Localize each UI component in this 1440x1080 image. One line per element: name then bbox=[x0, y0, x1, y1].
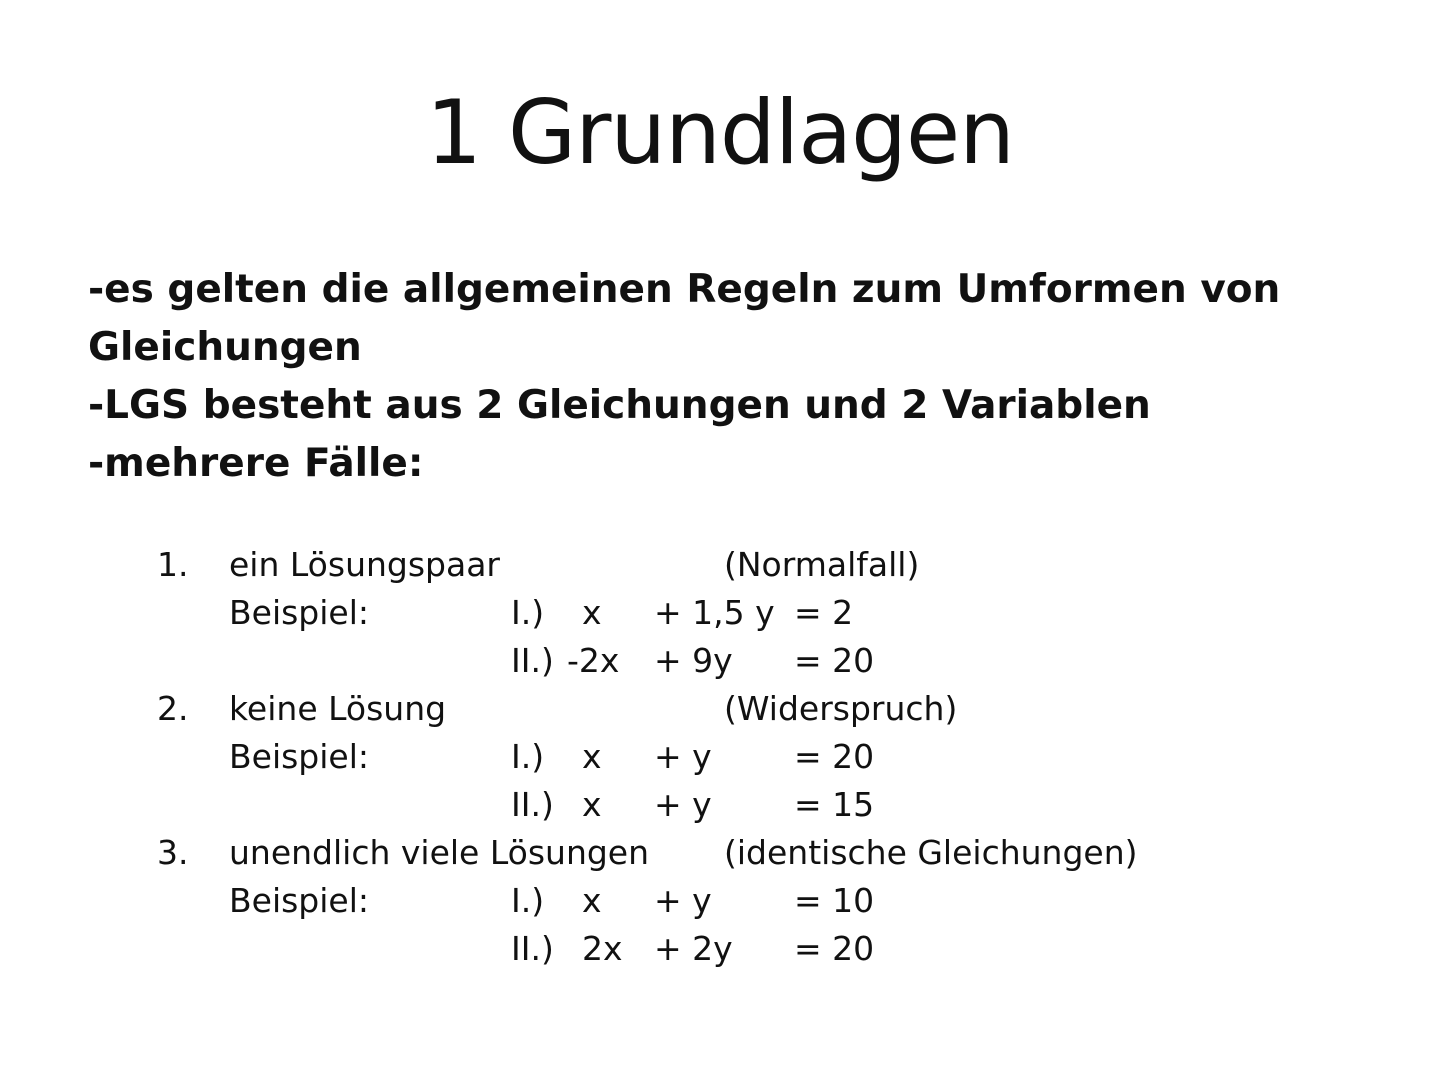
equation-term-a: 2x bbox=[582, 929, 623, 968]
equation-row bbox=[0, 637, 1440, 685]
equation-label: I.) bbox=[511, 881, 545, 920]
example-label: Beispiel: bbox=[229, 737, 370, 776]
equation-term-b: + y bbox=[654, 785, 712, 824]
equation-label: I.) bbox=[511, 737, 545, 776]
equation-term-a: x bbox=[582, 593, 602, 632]
equation-term-a: x bbox=[582, 881, 602, 920]
equation-term-a: -2x bbox=[567, 641, 620, 680]
equation-term-a: x bbox=[582, 785, 602, 824]
equation-term-a: x bbox=[582, 737, 602, 776]
equation-row bbox=[0, 781, 1440, 829]
example-label: Beispiel: bbox=[229, 593, 370, 632]
equation-result: = 20 bbox=[794, 737, 875, 776]
case-note: (Widerspruch) bbox=[724, 689, 958, 728]
equation-row bbox=[0, 733, 1440, 781]
equation-term-b: + 1,5 y bbox=[654, 593, 775, 632]
case-heading bbox=[0, 829, 1440, 877]
case-note: (identische Gleichungen) bbox=[724, 833, 1138, 872]
equation-result: = 2 bbox=[794, 593, 854, 632]
equation-row bbox=[0, 877, 1440, 925]
case-list bbox=[0, 541, 1440, 973]
equation-term-b: + y bbox=[654, 881, 712, 920]
case-number: 2. bbox=[157, 689, 189, 728]
equation-result: = 15 bbox=[794, 785, 875, 824]
equation-term-b: + 2y bbox=[654, 929, 733, 968]
equation-label: II.) bbox=[511, 929, 554, 968]
case-heading bbox=[0, 685, 1440, 733]
bullet-list bbox=[88, 261, 1348, 493]
bullet-line: -es gelten die allgemeinen Regeln zum Umformen von bbox=[88, 267, 1281, 312]
equation-result: = 20 bbox=[794, 641, 875, 680]
case-name: keine Lösung bbox=[229, 689, 447, 728]
page-title: 1 Grundlagen bbox=[426, 81, 1014, 184]
equation-label: II.) bbox=[511, 785, 554, 824]
case-name: unendlich viele Lösungen bbox=[229, 833, 650, 872]
equation-result: = 20 bbox=[794, 929, 875, 968]
equation-label: I.) bbox=[511, 593, 545, 632]
case-name: ein Lösungspaar bbox=[229, 545, 500, 584]
case-number: 1. bbox=[157, 545, 189, 584]
bullet-line: -LGS besteht aus 2 Gleichungen und 2 Variablen bbox=[88, 383, 1151, 428]
equation-row bbox=[0, 589, 1440, 637]
equation-label: II.) bbox=[511, 641, 554, 680]
bullet-line: -mehrere Fälle: bbox=[88, 441, 424, 486]
case-heading bbox=[0, 541, 1440, 589]
case-note: (Normalfall) bbox=[724, 545, 920, 584]
equation-term-b: + 9y bbox=[654, 641, 733, 680]
example-label: Beispiel: bbox=[229, 881, 370, 920]
bullet-line: Gleichungen bbox=[88, 325, 362, 370]
equation-term-b: + y bbox=[654, 737, 712, 776]
equation-row bbox=[0, 925, 1440, 973]
equation-result: = 10 bbox=[794, 881, 875, 920]
case-number: 3. bbox=[157, 833, 189, 872]
